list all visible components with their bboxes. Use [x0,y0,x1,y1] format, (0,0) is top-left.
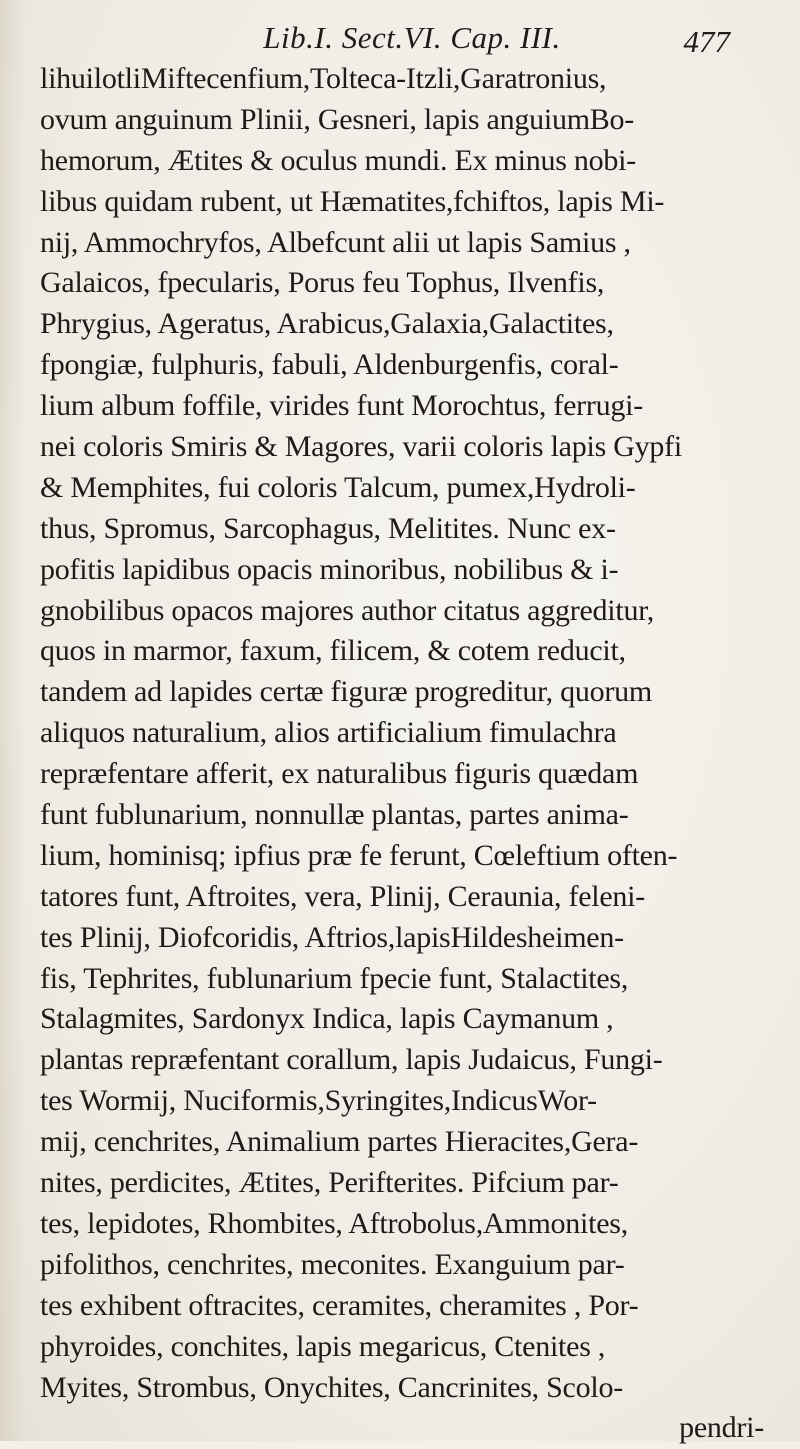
text-line: funt fublunarium, nonnullæ plantas, partes anima- [40,798,629,832]
text-line: gnobilibus opacos majores author citatus aggreditur, [40,593,654,627]
text-line: tes Plinij, Diofcoridis, Aftrios,lapisHildesheimen- [40,920,624,954]
text-line: ovum anguinum Plinii, Gesneri, lapis anguiumBo- [40,102,635,136]
body-text [40,59,776,1449]
page-header [0,14,800,64]
text-line: tandem ad lapides certæ figuræ progreditur, quorum [40,675,652,709]
catchword: pendri- [679,1411,764,1445]
text-line: tes, lepidotes, Rhombites, Aftrobolus,Ammonites, [40,1206,628,1240]
text-line: lihuilotliMiftecenfium,Tolteca-Itzli,Garatronius, [40,62,607,95]
text-line: Phrygius, Ageratus, Arabicus,Galaxia,Galactites, [40,307,614,341]
text-line: lium album foffile, virides funt Morochtus, ferrugi- [40,389,643,423]
text-line: hemorum, Ætites & oculus mundi. Ex minus nobi- [40,143,636,177]
text-line: quos in marmor, faxum, filicem, & cotem reducit, [40,634,626,668]
text-line: tatores funt, Aftroites, vera, Plinij, Ceraunia, feleni- [40,879,645,913]
text-line: tes exhibent oftracites, ceramites, cheramites , Por- [40,1288,639,1322]
text-line: nites, perdicites, Ætites, Perifterites. Pifcium par- [40,1166,619,1200]
page-gutter-shadow [0,0,26,1441]
text-line: fis, Tephrites, fublunarium fpecie funt, Stalactites, [40,961,629,995]
running-head: Lib.I. Sect.VI. Cap. III. [263,20,561,55]
text-line: repræfentare afferit, ex naturalibus figuris quædam [40,757,639,791]
text-line: thus, Spromus, Sarcophagus, Melitites. Nunc ex- [40,511,616,545]
text-line: mij, cenchrites, Animalium partes Hieracites,Gera- [40,1125,639,1159]
text-line: tes Wormij, Nuciformis,Syringites,IndicusWor- [40,1084,597,1118]
text-line: Stalagmites, Sardonyx Indica, lapis Caymanum , [40,1002,614,1036]
text-line: fpongiæ, fulphuris, fabuli, Aldenburgenfis, coral- [40,348,619,382]
text-line: pofitis lapidibus opacis minoribus, nobilibus & i- [40,552,619,586]
text-line: libus quidam rubent, ut Hæmatites,fchiftos, lapis Mi- [40,184,665,218]
text-line: aliquos naturalium, alios artificialium fimulachra [40,716,617,750]
text-line: plantas repræfentant corallum, lapis Judaicus, Fungi- [40,1043,663,1077]
text-line: Galaicos, fpecularis, Porus feu Tophus, Ilvenfis, [40,266,605,300]
text-line: & Memphites, fui coloris Talcum, pumex,Hydroli- [40,470,636,504]
page-number: 477 [683,24,730,59]
text-line: nei coloris Smiris & Magores, varii coloris lapis Gypfi [40,430,682,464]
text-line: Myites, Strombus, Onychites, Cancrinites, Scolo- [40,1370,623,1404]
text-line: nij, Ammochryfos, Albefcunt alii ut lapis Samius , [40,225,631,259]
text-line: lium, hominisq; ipfius præ fe ferunt, Cœleftium often- [40,838,678,872]
text-line: pifolithos, cenchrites, meconites. Exanguium par- [40,1247,625,1281]
text-line: phyroides, conchites, lapis megaricus, Ctenites , [40,1329,606,1363]
